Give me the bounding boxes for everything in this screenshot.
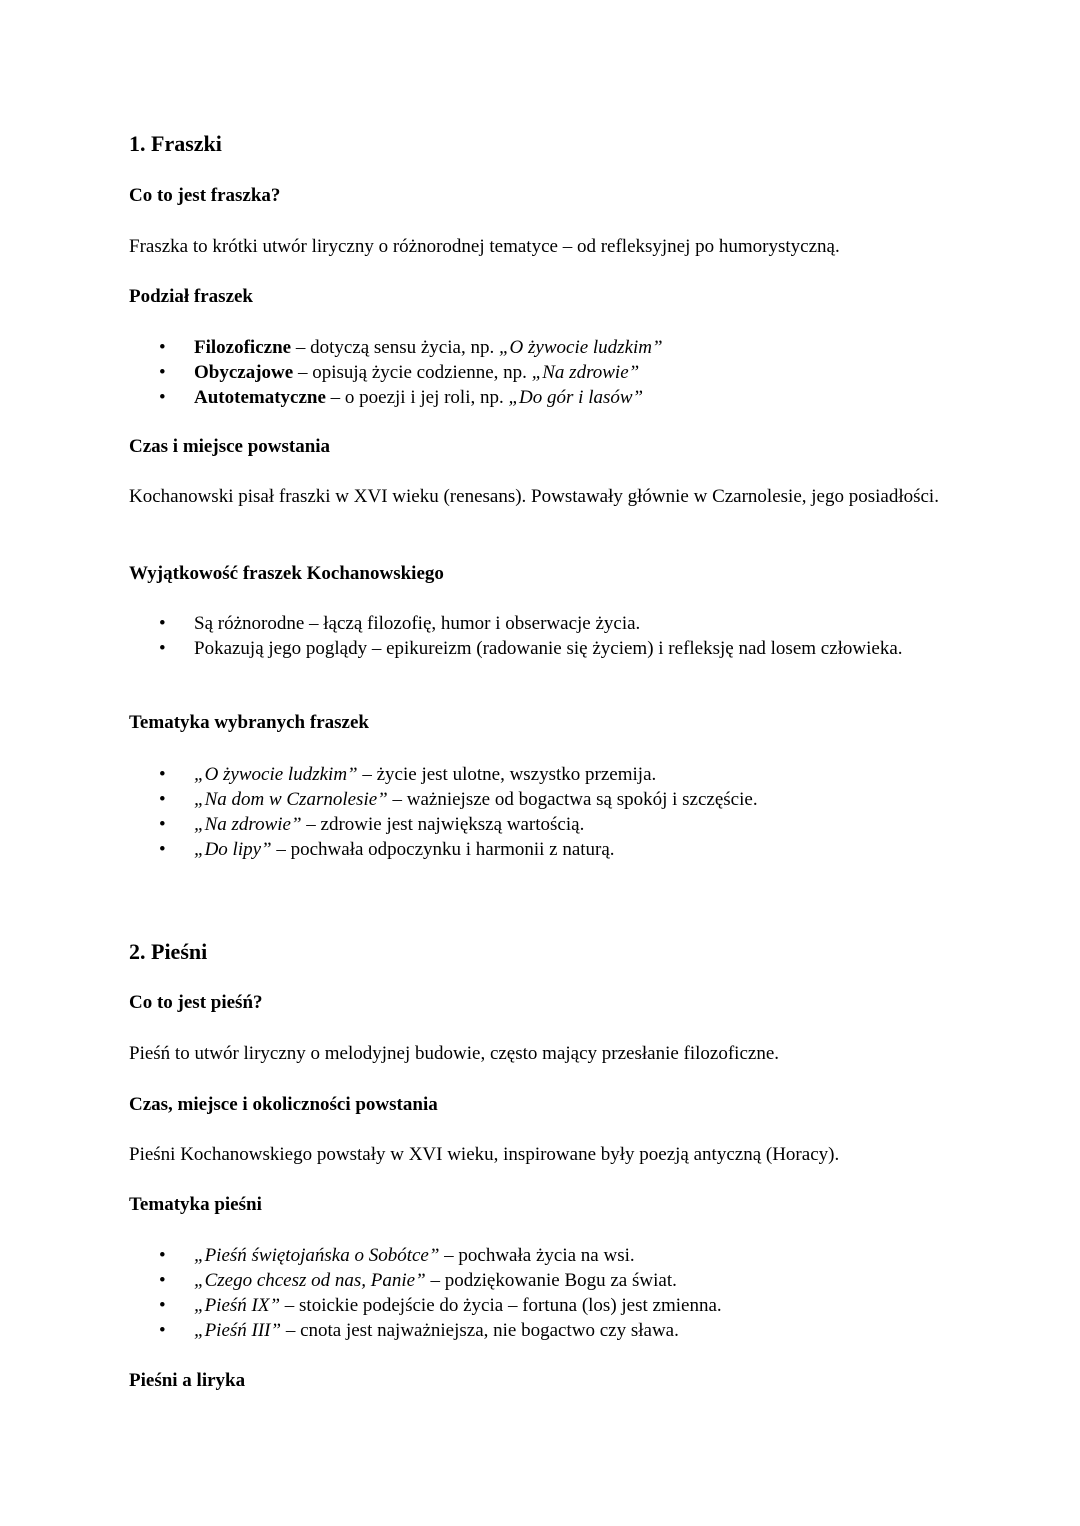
subheading-piesni-themes: Tematyka pieśni: [129, 1194, 262, 1215]
bullet-icon: •: [159, 1270, 166, 1291]
paragraph-fraszka-definition: Fraszka to krótki utwór liryczny o różnorodnej tematyce – od refleksyjnej po humorystyczną.: [129, 236, 840, 257]
work-description: – stoickie podejście do życia – fortuna (los) jest zmienna.: [280, 1295, 722, 1316]
subheading-what-is-piesn: Co to jest pieśń?: [129, 992, 263, 1013]
work-description: – podziękowanie Bogu za świat.: [425, 1270, 677, 1291]
list-item: [129, 812, 929, 837]
term: Obyczajowe: [194, 362, 294, 383]
work-description: – zdrowie jest największą wartością.: [301, 814, 585, 835]
list-item: [129, 837, 929, 862]
list-item-text: Są różnorodne – łączą filozofię, humor i obserwacje życia.: [194, 613, 641, 634]
example-title: „O żywocie ludzkim”: [498, 337, 663, 358]
subheading-themes: Tematyka wybranych fraszek: [129, 712, 369, 733]
work-description: – pochwała życia na wsi.: [439, 1245, 635, 1266]
bullet-icon: •: [159, 1245, 166, 1266]
list-uniqueness: [129, 611, 929, 661]
bullet-icon: •: [159, 1320, 166, 1341]
list-item: [129, 1293, 929, 1318]
work-description: – cnota jest najważniejsza, nie bogactwo czy sława.: [281, 1320, 679, 1341]
bullet-icon: •: [159, 387, 166, 408]
list-piesni-themes: [129, 1243, 929, 1343]
term: Filozoficzne: [194, 337, 292, 358]
list-item: [129, 1318, 929, 1343]
term: Autotematyczne: [194, 387, 326, 408]
subheading-time-place: Czas i miejsce powstania: [129, 436, 331, 457]
work-title: „Czego chcesz od nas, Panie”: [194, 1270, 426, 1291]
example-title: „Na zdrowie”: [531, 362, 640, 383]
work-title: „Na zdrowie”: [194, 814, 302, 835]
list-item: [129, 762, 929, 787]
subheading-time-place-circumstances: Czas, miejsce i okoliczności powstania: [129, 1094, 438, 1115]
subheading-what-is-fraszka: Co to jest fraszka?: [129, 185, 281, 206]
list-item: [129, 1243, 929, 1268]
list-item: [129, 1268, 929, 1293]
bullet-icon: •: [159, 362, 166, 383]
list-division: [129, 335, 929, 410]
subheading-uniqueness: Wyjątkowość fraszek Kochanowskiego: [129, 563, 444, 584]
list-themes: [129, 762, 929, 862]
bullet-icon: •: [159, 613, 166, 634]
bullet-icon: •: [159, 1295, 166, 1316]
bullet-icon: •: [159, 839, 166, 860]
work-title: „Na dom w Czarnolesie”: [194, 789, 388, 810]
term-description: – dotyczą sensu życia, np.: [291, 337, 499, 358]
bullet-icon: •: [159, 337, 166, 358]
work-description: – życie jest ulotne, wszystko przemija.: [357, 764, 657, 785]
section-heading-fraszki: 1. Fraszki: [129, 131, 222, 156]
paragraph-time-place: Kochanowski pisał fraszki w XVI wieku (renesans). Powstawały głównie w Czarnolesie, jego posiadłości.: [129, 486, 939, 507]
section-heading-piesni: 2. Pieśni: [129, 939, 208, 964]
bullet-icon: •: [159, 764, 166, 785]
list-item: [129, 611, 929, 636]
subheading-piesni-liryka: Pieśni a liryka: [129, 1370, 246, 1391]
list-item: [129, 636, 929, 661]
example-title: „Do gór i lasów”: [508, 387, 644, 408]
work-title: „Pieśń świętojańska o Sobótce”: [194, 1245, 440, 1266]
bullet-icon: •: [159, 638, 166, 659]
work-description: – ważniejsze od bogactwa są spokój i szczęście.: [387, 789, 758, 810]
subheading-division: Podział fraszek: [129, 286, 254, 307]
work-description: – pochwała odpoczynku i harmonii z naturą.: [271, 839, 615, 860]
list-item: [129, 335, 929, 360]
bullet-icon: •: [159, 789, 166, 810]
list-item: [129, 787, 929, 812]
term-description: – o poezji i jej roli, np.: [325, 387, 509, 408]
paragraph-piesn-definition: Pieśń to utwór liryczny o melodyjnej budowie, często mający przesłanie filozoficzne.: [129, 1043, 780, 1064]
work-title: „Do lipy”: [194, 839, 272, 860]
term-description: – opisują życie codzienne, np.: [293, 362, 532, 383]
work-title: „O żywocie ludzkim”: [194, 764, 358, 785]
paragraph-piesni-time: Pieśni Kochanowskiego powstały w XVI wieku, inspirowane były poezją antyczną (Horacy).: [129, 1144, 840, 1165]
work-title: „Pieśń IX”: [194, 1295, 281, 1316]
list-item: [129, 385, 929, 410]
list-item-text: Pokazują jego poglądy – epikureizm (radowanie się życiem) i refleksję nad losem człowieka.: [194, 638, 903, 659]
bullet-icon: •: [159, 814, 166, 835]
work-title: „Pieśń III”: [194, 1320, 282, 1341]
list-item: [129, 360, 929, 385]
